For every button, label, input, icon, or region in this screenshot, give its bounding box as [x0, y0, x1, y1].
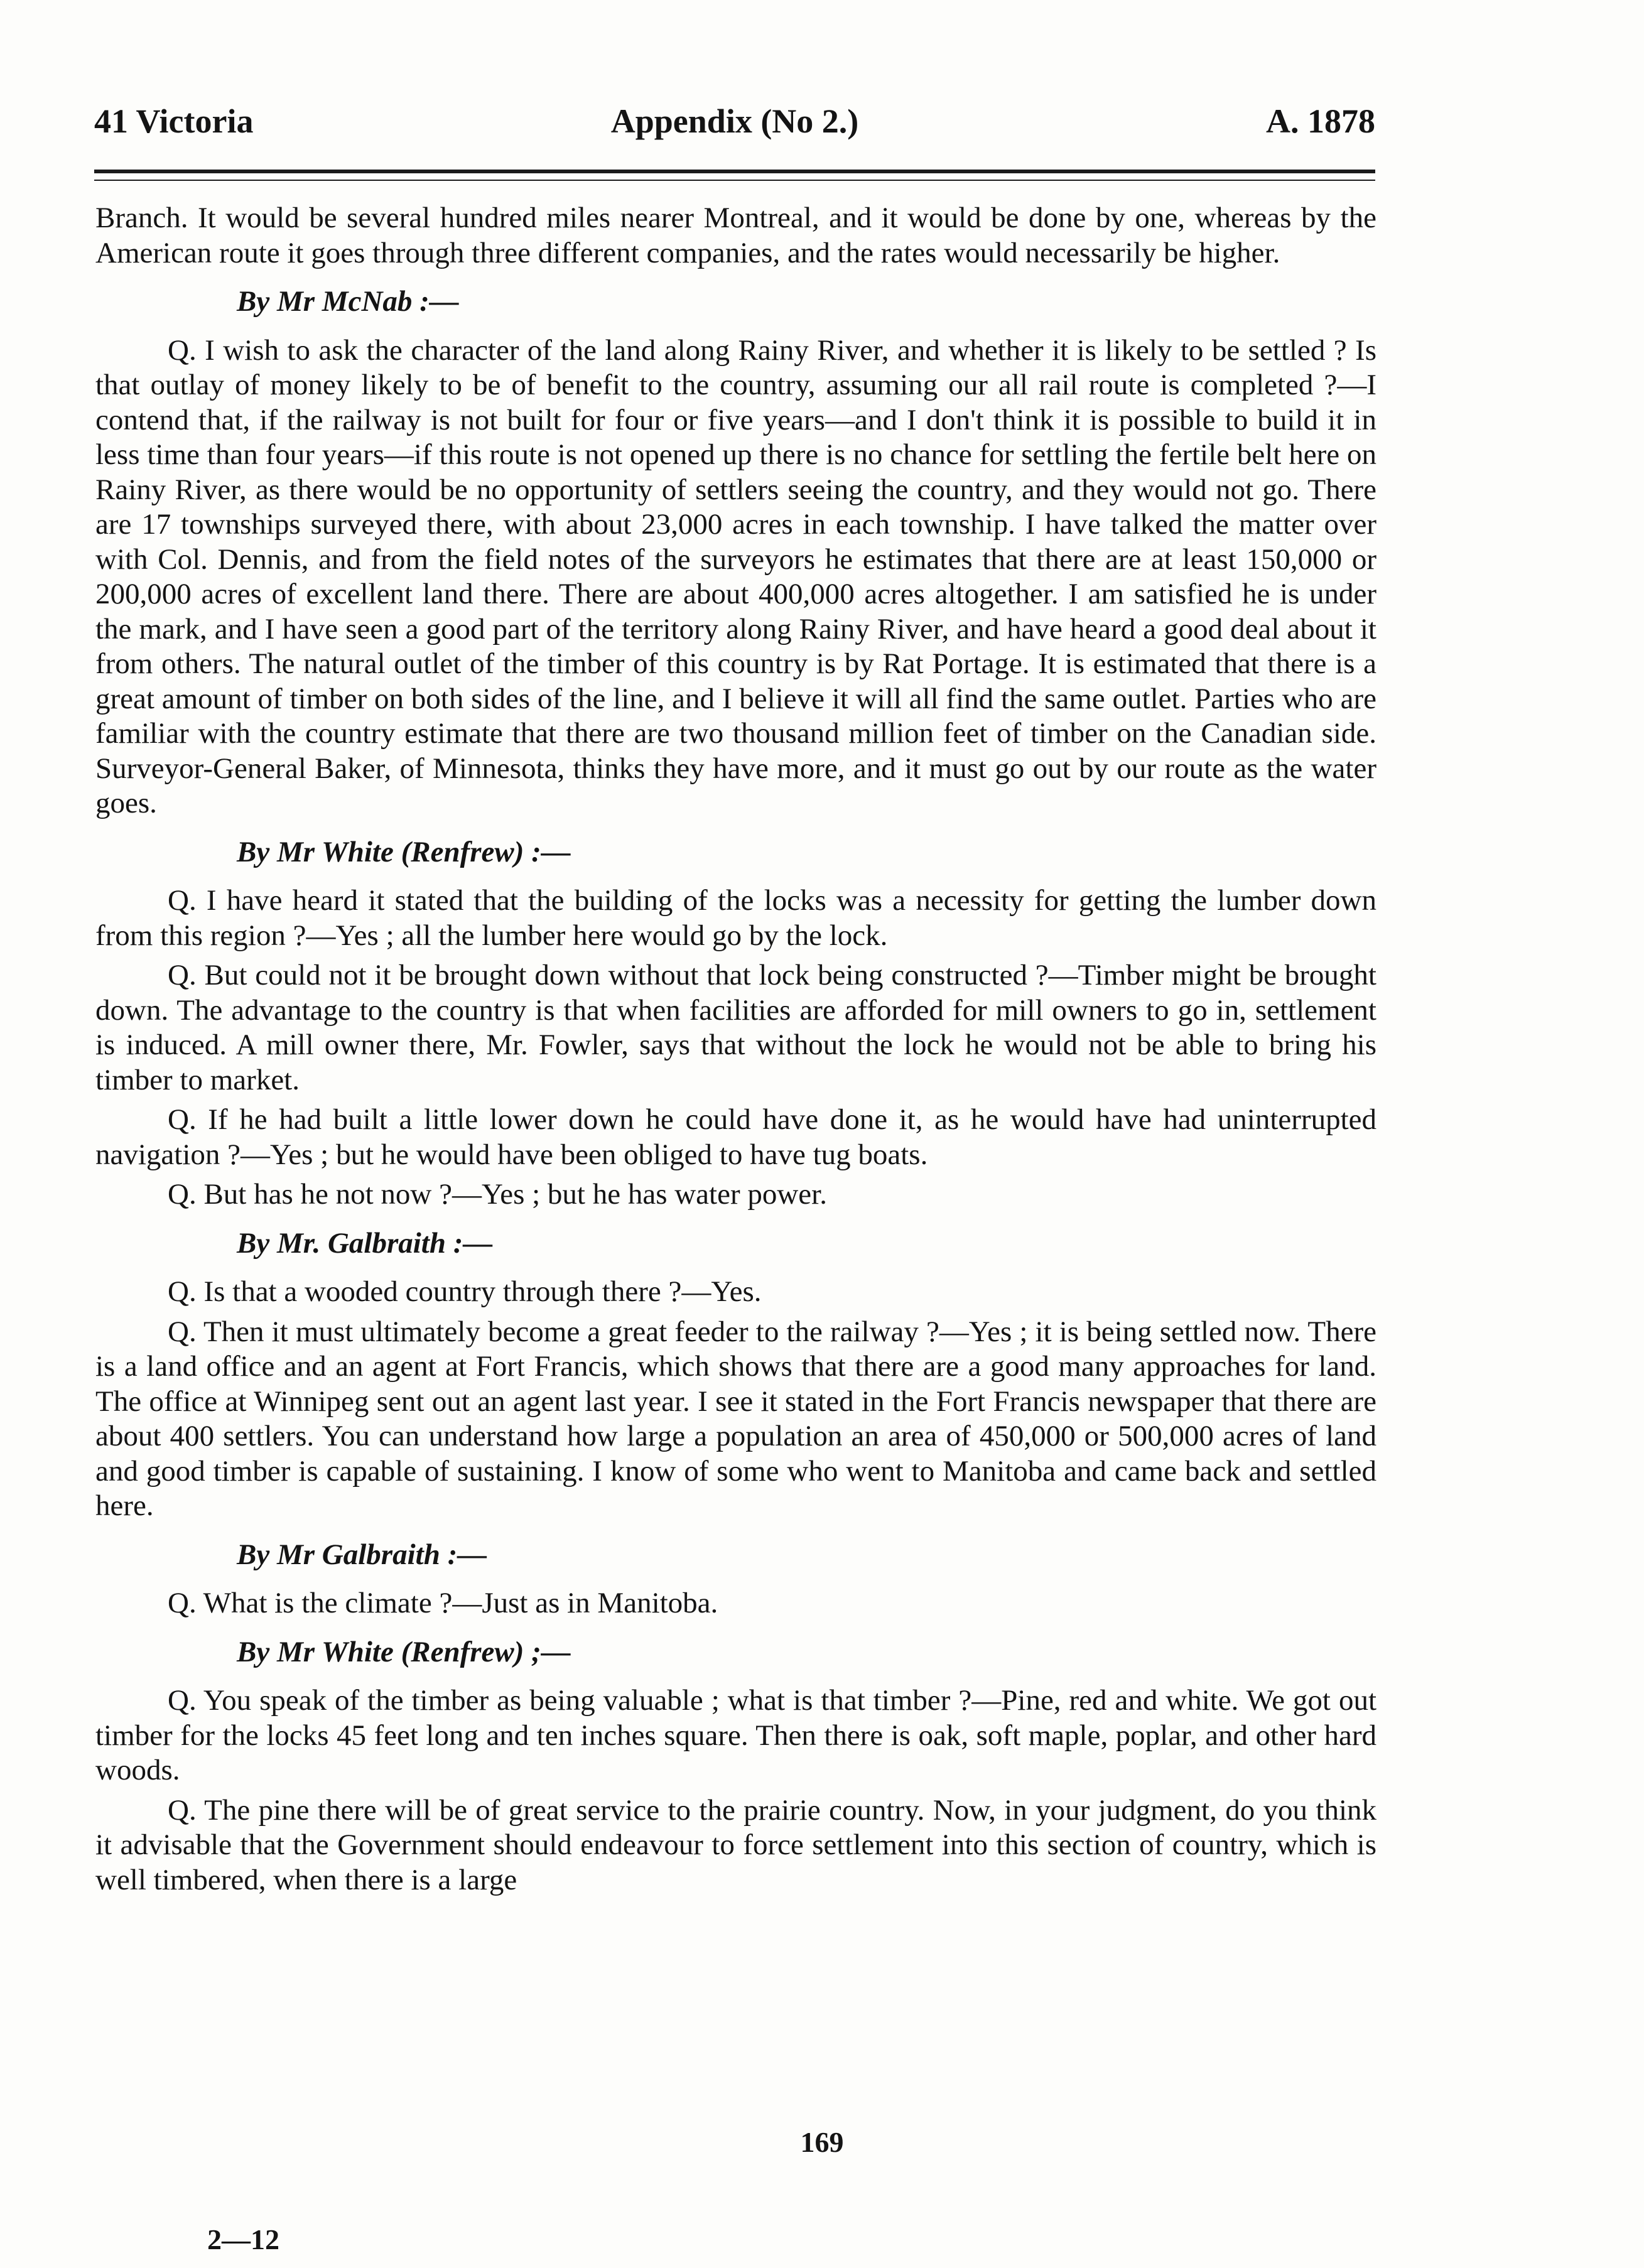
question-answer: Q. But has he not now ?—Yes ; but he has water power.: [168, 1178, 827, 1211]
speaker-heading: By Mr White (Renfrew) ;—: [237, 1635, 571, 1668]
signature-mark: 2—12: [207, 2223, 279, 2255]
paragraph: Branch. It would be several hundred miles nearer Montreal, and it would be done by one, whereas by the American route it goes through three different companies, and the rates would necessarily be higher.: [95, 202, 1376, 269]
header-year: A. 1878: [1266, 102, 1375, 140]
speaker-heading: By Mr Galbraith :—: [237, 1538, 487, 1571]
question-answer: Q. The pine there will be of great service to the prairie country. Now, in your judgment, do you think it advisable that the Government should endeavour to force settlement into this section of country, which is well timbered, when there is a large: [95, 1793, 1376, 1896]
question-answer: Q. You speak of the timber as being valuable ; what is that timber ?—Pine, red and white. We got out timber for the locks 45 feet long and ten inches square. Then there is oak, soft maple, poplar, and other hard woods.: [95, 1684, 1376, 1786]
question-answer: Q. Is that a wooded country through there ?—Yes.: [168, 1275, 762, 1308]
speaker-heading: By Mr White (Renfrew) :—: [237, 835, 571, 868]
header-rule-thin: [94, 180, 1375, 181]
speaker-heading: By Mr McNab :—: [237, 285, 459, 318]
question-answer: Q. I wish to ask the character of the land along Rainy River, and whether it is likely to be settled ? Is that outlay of money likely to be of benefit to the country, assuming our all rail route is completed ?—I contend that, if the railway is not built for four or five years—and I don't think it is possible to build it in less time than four years—if this route is not opened up there is no chance for settling the fertile belt here on Rainy River, as there would be no opportunity of settlers seeing the country, and they would not go. There are 17 townships surveyed there, with about 23,000 acres in each township. I have talked the matter over with Col. Dennis, and from the field notes of the surveyors he estimates that there are at least 150,000 or 200,000 acres of excellent land there. There are about 400,000 acres altogether. I am satisfied he is under the mark, and I have seen a good part of the territory along Rainy River, and have heard a good deal about it from others. The natural outlet of the timber of this country is by Rat Portage. It is estimated that there is a great amount of timber on both sides of the line, and I believe it will all find the same outlet. Parties who are familiar with the country estimate that there are two thousand million feet of timber on the Canadian side. Surveyor-General Baker, of Minnesota, thinks they have more, and it must go out by our route as the water goes.: [95, 333, 1376, 819]
running-header: [94, 94, 1375, 151]
question-answer: Q. Then it must ultimately become a great feeder to the railway ?—Yes ; it is being settled now. There is a land office and an agent at Fort Francis, which shows that there are a good many approaches for land. The office at Winnipeg sent out an agent last year. I see it stated in the Fort Francis newspaper that there are about 400 settlers. You can understand how large a population an area of 450,000 or 500,000 acres of land and good timber is capable of sustaining. I know of some who went to Manitoba and came back and settled here.: [95, 1315, 1376, 1522]
header-rule-thick: [94, 170, 1375, 173]
question-answer: Q. But could not it be brought down without that lock being constructed ?—Timber might be brought down. The advantage to the country is that when facilities are afforded for mill owners to go in, settlement is induced. A mill owner there, Mr. Fowler, says that without the lock he would not be able to bring his timber to market.: [95, 959, 1376, 1096]
header-session: 41 Victoria: [94, 102, 254, 140]
question-answer: Q. I have heard it stated that the building of the locks was a necessity for getting the lumber down from this region ?—Yes ; all the lumber here would go by the lock.: [95, 884, 1376, 952]
question-answer: Q. What is the climate ?—Just as in Manitoba.: [168, 1587, 718, 1619]
document-body: [95, 201, 1376, 1898]
header-title: Appendix (No 2.): [610, 102, 859, 140]
page-number: 169: [800, 2126, 844, 2158]
question-answer: Q. If he had built a little lower down he could have done it, as he would have had uninterrupted navigation ?—Yes ; but he would have been obliged to have tug boats.: [95, 1103, 1376, 1171]
speaker-heading: By Mr. Galbraith :—: [237, 1226, 493, 1260]
